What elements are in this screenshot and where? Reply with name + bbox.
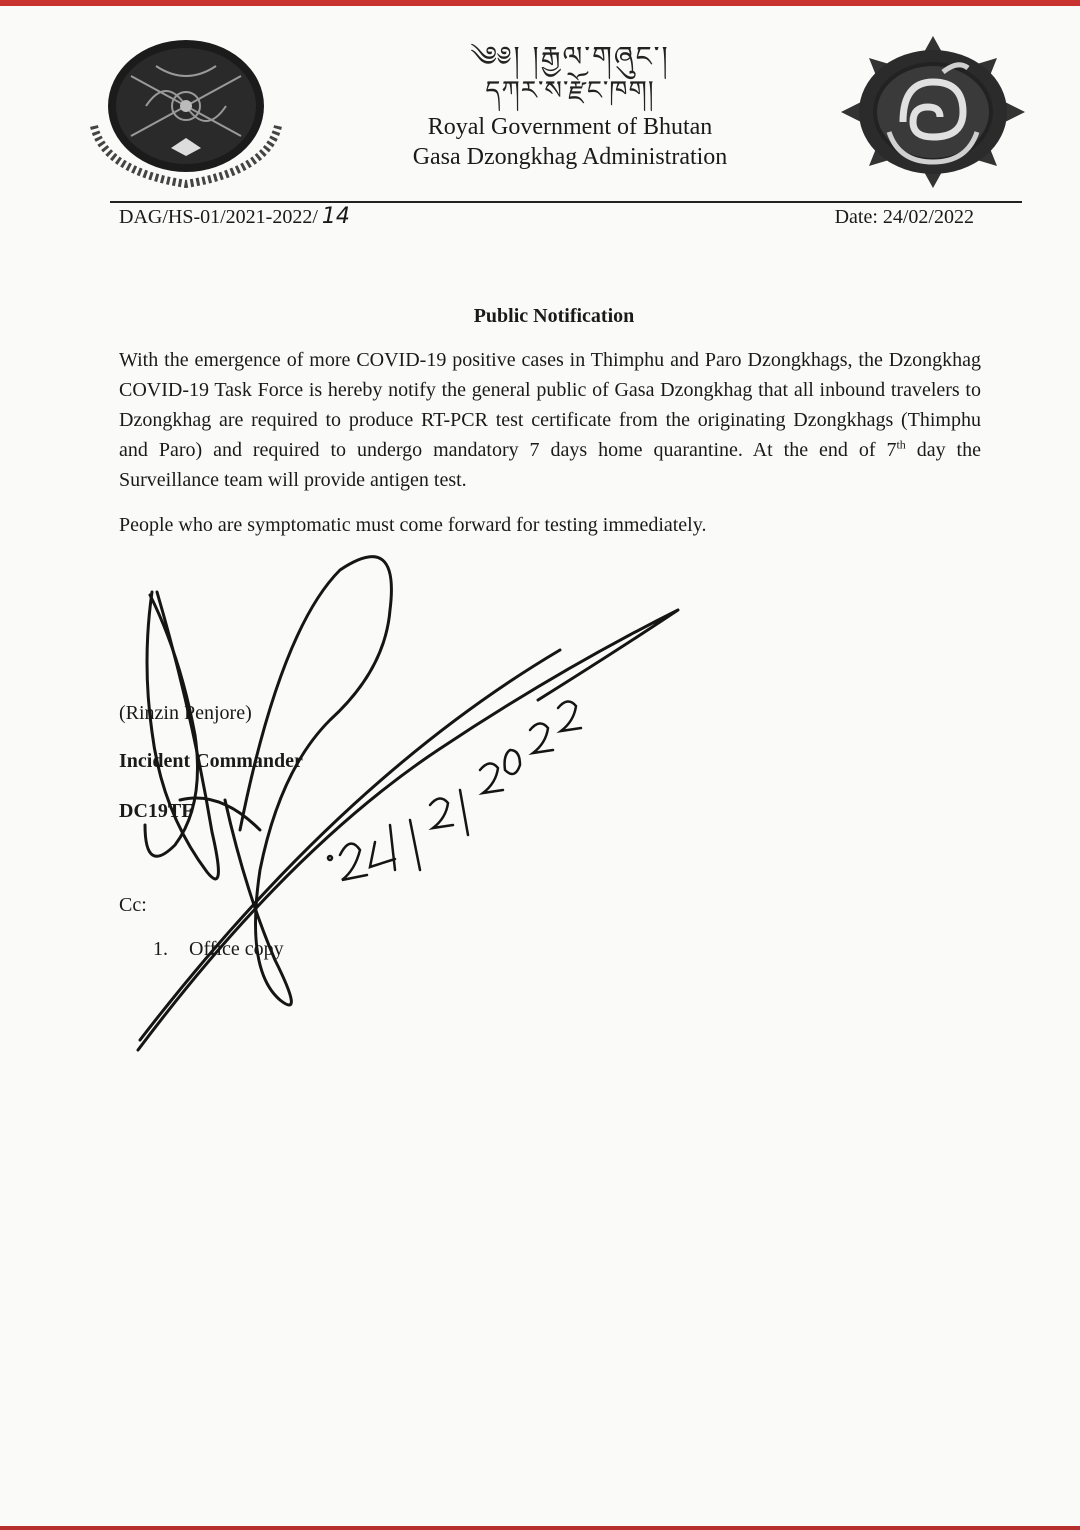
paragraph-1-text: With the emergence of more COVID-19 positive cases in Thimphu and Paro Dzongkhags, the Dzongkhag COVID-19 Task Force is hereby notify the general public of Gasa Dzongkhag that all inbound travelers to Dzongkhag are required to produce RT-PCR test certificate from the originating Dzongkhags (Thimphu and Paro) and required to undergo mandatory 7 days home quarantine. At the end of 7 [119,349,981,461]
reference-handwritten-suffix: 14 [321,204,350,229]
notice-title: Public Notification [473,305,635,327]
dzongkhag-wheel-seal [838,36,1028,188]
signatory-name: (Rinzin Penjore) [119,702,252,724]
notice-paragraph-2: People who are symptomatic must come forward for testing immediately. [119,514,707,536]
cc-label: Cc: [119,894,147,916]
document-date: Date: 24/02/2022 [834,206,974,228]
page-bottom-edge [0,1526,1080,1530]
page-top-edge [0,0,1080,6]
paragraph-1-text-end: day the Surveillance team will provide antigen test. [119,439,981,491]
cc-list-item [153,938,284,961]
header-rule [110,201,1022,203]
dzongkha-line-1: ༄༅། །རྒྱལ་གཞུང་། [470,40,670,73]
signatory-organization: DC19TF [119,800,194,822]
reference-number-text: DAG/HS-01/2021-2022/ [119,206,318,228]
cc-item-text: Office copy [189,938,284,960]
cc-item-number: 1. [153,938,168,960]
dzongkha-line-2: དཀར་ས་རྫོང་ཁག། [485,76,655,106]
reference-number [119,205,350,229]
ordinal-suffix: th [896,437,906,452]
notice-paragraph-1 [119,345,981,495]
letterhead [340,40,800,172]
national-emblem-seal [86,36,286,196]
government-name: Royal Government of Bhutan [427,114,713,140]
signatory-title: Incident Commander [119,750,303,772]
administration-name: Gasa Dzongkhag Administration [412,144,728,170]
